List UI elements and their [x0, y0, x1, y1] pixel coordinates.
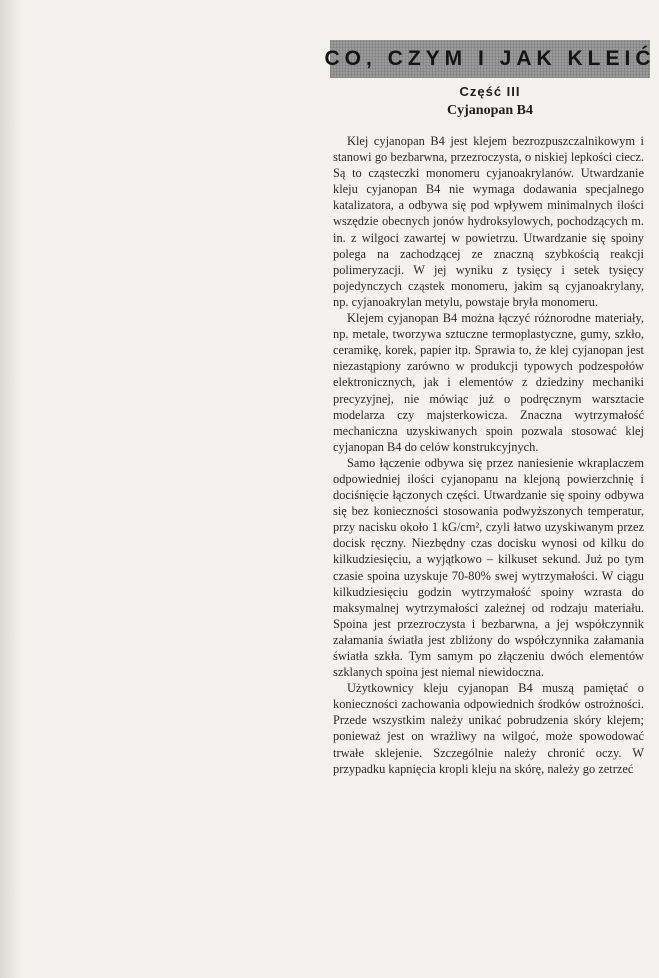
section-title: CO, CZYM I JAK KLEIĆ [324, 47, 656, 70]
paragraph-4: Użytkownicy kleju cyjanopan B4 muszą pamiętać o konieczności zachowania odpowiednich środków ostrożności. Przede wszystkim należy unikać pobrudzenia skóry klejem; ponieważ jest on wrażliwy na wilgoć, może spowodować trwałe sklejenie. Szczególnie należy chronić oczy. W przypadku kapnięcia kropli kleju na skórę, należy go zetrzeć [333, 681, 644, 776]
paragraph-2: Klejem cyjanopan B4 można łączyć różnorodne materiały, np. metale, tworzywa sztuczne termoplastyczne, gumy, szkło, ceramikę, korek, papier itp. Sprawia to, że klej cyjanopan jest niezastąpiony zarówno w produkcji typowych podzespołów elektronicznych, jak i elementów z dziedziny mechaniki precyzyjnej, nie mówiąc już o podręcznym warsztacie modelarza czy majsterkowicza. Znaczna wytrzymałość mechaniczna uzyskiwanych spoin pozwala stosować klej cyjanopan B4 do celów konstrukcyjnych. [333, 311, 644, 454]
page-fold-shadow [0, 0, 22, 978]
part-label: Część III [459, 84, 521, 99]
paragraph-1: Klej cyjanopan B4 jest klejem bezrozpuszczalnikowym i stanowi go bezbarwna, przezroczysta, o niskiej lepkości ciecz. Są to cząsteczki monomeru cyjanoakrylanów. Utwardzanie kleju cyjanopan B4 nie wymaga dodawania specjalnego katalizatora, a odbywa się pod wpływem minimalnych ilości wszędzie obecnych jonów hydroksylowych, pochodzących m. in. z wilgoci zawartej w powietrzu. Utwardzanie się spoiny polega na zachodzącej ze znaczną szybkością reakcji polimeryzacji. W jej wyniku z tysięcy i setek tysięcy pojedynczych cząstek monomeru, jakim są cyjanoakrylany, np. cyjanoakrylan metylu, powstaje bryła monomeru. [333, 134, 644, 309]
article-body [333, 133, 644, 777]
section-banner [324, 40, 656, 78]
paragraph-3: Samo łączenie odbywa się przez naniesienie wkraplaczem odpowiedniej ilości cyjanopanu na klejoną powierzchnię i dociśnięcie łączonych części. Utwardzanie się spoiny odbywa się bez konieczności stosowania podwyższonych temperatur, przy nacisku około 1 kG/cm², czyli łatwo uzyskiwanym przez docisk ręczny. Niezbędny czas docisku wynosi od kilku do kilkudziesięciu, a wyjątkowo – kilkuset sekund. Już po tym czasie spoina uzyskuje 70-80% swej wytrzymałości. W ciągu kilkudziesięciu godzin wytrzymałość spoiny wzrasta do maksymalnej wytrzymałości zależnej od rodzaju materiału. Spoina jest przezroczysta i bezbarwna, a jej współczynnik załamania światła jest zbliżony do współczynnika załamania światła szkła. Tym samym po złączeniu dwóch elementów szklanych spoina jest niemal niewidoczna. [333, 455, 644, 680]
article-title: Cyjanopan B4 [447, 103, 533, 118]
